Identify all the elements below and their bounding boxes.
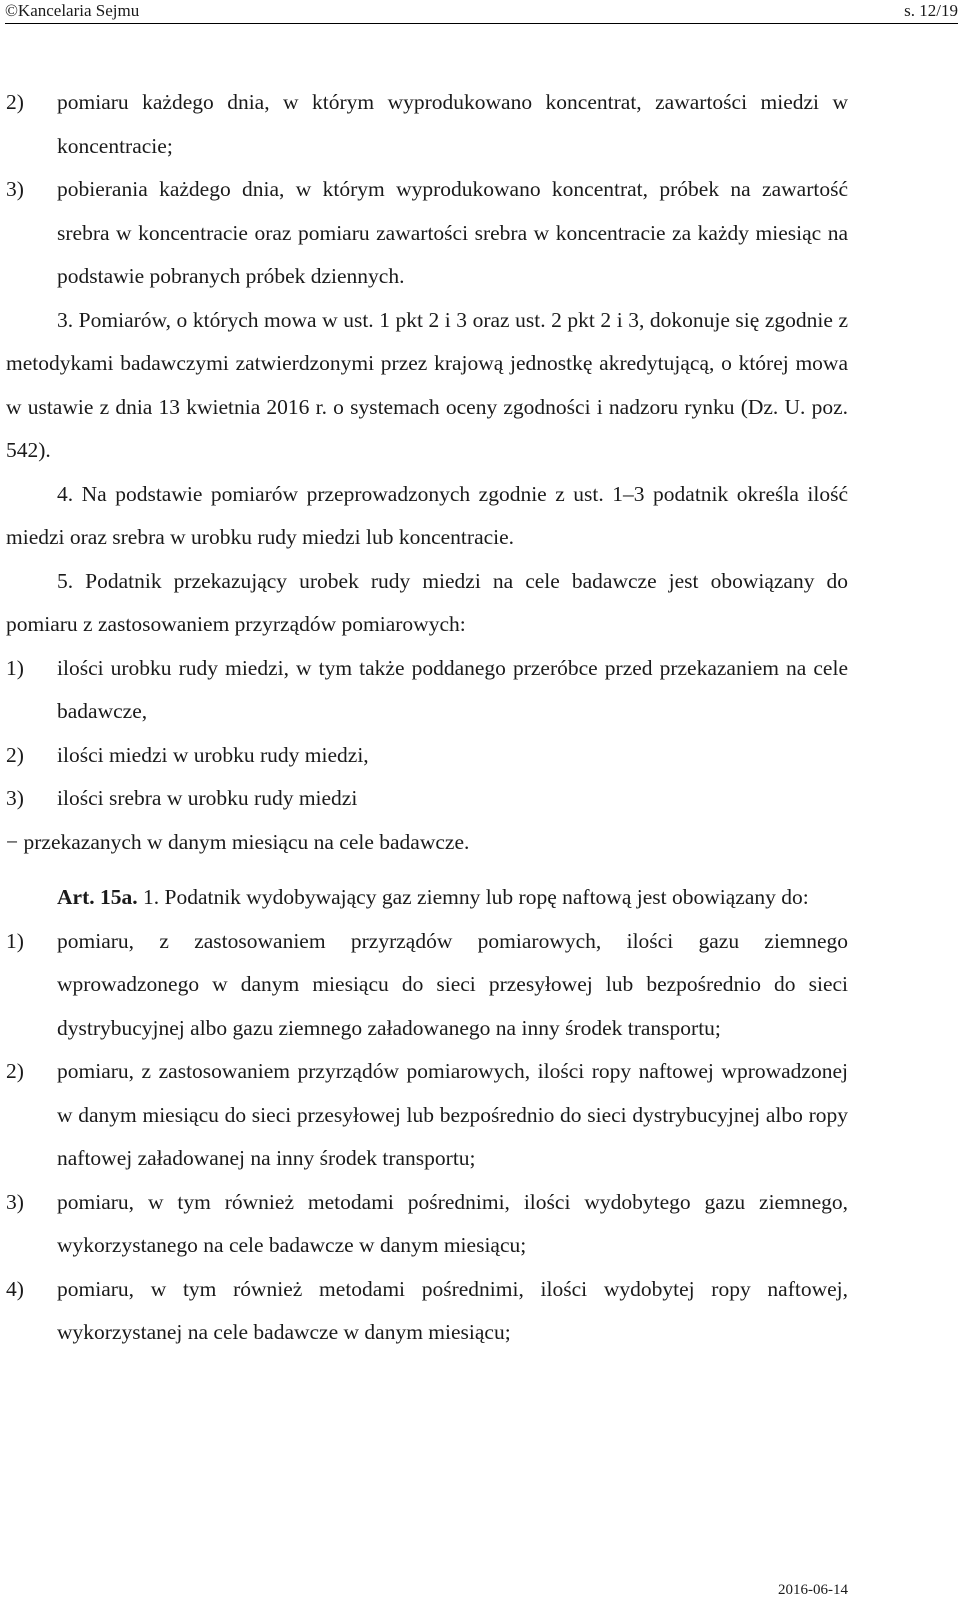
list-item-text: pobierania każdego dnia, w którym wyprodukowano koncentrat, próbek na zawartość srebra w koncentracie oraz pomiaru zawartości srebra w koncentracie za każdy miesiąc na podstawie pobranych próbek dziennych. <box>57 177 848 288</box>
article-label: Art. 15a. <box>57 885 138 909</box>
list-item-number: 3) <box>6 177 24 201</box>
list-item-text: ilości urobku rudy miedzi, w tym także poddanego przeróbce przed przekazaniem na cele badawcze, <box>57 655 848 723</box>
article-15a <box>6 876 848 920</box>
list-item <box>6 647 848 734</box>
list-item <box>6 920 848 1051</box>
list-item-number: 3) <box>6 1189 24 1214</box>
list-item <box>6 1050 848 1181</box>
list-item-number: 4) <box>6 1276 24 1301</box>
list-item <box>6 1181 848 1268</box>
list-item-text: ilości miedzi w urobku rudy miedzi, <box>57 742 369 767</box>
list-item-number: 1) <box>6 655 24 680</box>
list-item-number: 2) <box>6 742 24 767</box>
list-item-text: pomiaru, w tym również metodami pośrednimi, ilości wydobytej ropy naftowej, wykorzystanej na cele badawcze w danym miesiącu; <box>57 1276 848 1344</box>
header-copyright: ©Kancelaria Sejmu <box>5 1 140 20</box>
footer-date: 2016-06-14 <box>778 1582 848 1598</box>
paragraph-4: 4. Na podstawie pomiarów przeprowadzonych zgodnie z ust. 1–3 podatnik określa ilość miedzi oraz srebra w urobku rudy miedzi lub koncentracie. <box>6 481 848 549</box>
list-item-text: pomiaru, z zastosowaniem przyrządów pomiarowych, ilości gazu ziemnego wprowadzonego w danym miesiącu do sieci przesyłowej lub bezpośrednio do sieci dystrybucyjnej albo gazu ziemnego załadowanego na inny środek transportu; <box>57 928 848 1040</box>
list-item <box>6 168 848 299</box>
paragraph-5-tail: − przekazanych w danym miesiącu na cele badawcze. <box>6 829 470 854</box>
list-item <box>6 734 848 778</box>
list-item-text: ilości srebra w urobku rudy miedzi <box>57 786 358 810</box>
paragraph-3: 3. Pomiarów, o których mowa w ust. 1 pkt 2 i 3 oraz ust. 2 pkt 2 i 3, dokonuje się zgodnie z metodykami badawczymi zatwierdzonymi przez krajową jednostkę akredytującą, o której mowa w ustawie z dnia 13 kwietnia 2016 r. o systemach oceny zgodności i nadzoru rynku (Dz. U. poz. 542). <box>6 307 848 462</box>
header-rule <box>5 23 958 24</box>
list-item-number: 1) <box>6 928 24 953</box>
list-item-text: pomiaru każdego dnia, w którym wyprodukowano koncentrat, zawartości miedzi w koncentracie; <box>57 90 848 158</box>
article-text: 1. Podatnik wydobywający gaz ziemny lub ropę naftową jest obowiązany do: <box>137 885 809 909</box>
document-body <box>6 81 848 1355</box>
list-item <box>6 81 848 168</box>
header-page-number: s. 12/19 <box>904 1 958 20</box>
list-item-text: pomiaru, z zastosowaniem przyrządów pomiarowych, ilości ropy naftowej wprowadzonej w danym miesiącu do sieci przesyłowej lub bezpośrednio do sieci dystrybucyjnej albo ropy naftowej załadowanej na inny środek transportu; <box>57 1059 848 1170</box>
list-item <box>6 777 848 821</box>
list-item-text: pomiaru, w tym również metodami pośrednimi, ilości wydobytego gazu ziemnego, wykorzystanego na cele badawcze w danym miesiącu; <box>57 1189 848 1257</box>
paragraph-5: 5. Podatnik przekazujący urobek rudy miedzi na cele badawcze jest obowiązany do pomiaru z zastosowaniem przyrządów pomiarowych: <box>6 568 848 636</box>
list-item-number: 3) <box>6 786 24 810</box>
list-item <box>6 1268 848 1355</box>
list-item-number: 2) <box>6 90 24 114</box>
list-item-number: 2) <box>6 1059 24 1083</box>
